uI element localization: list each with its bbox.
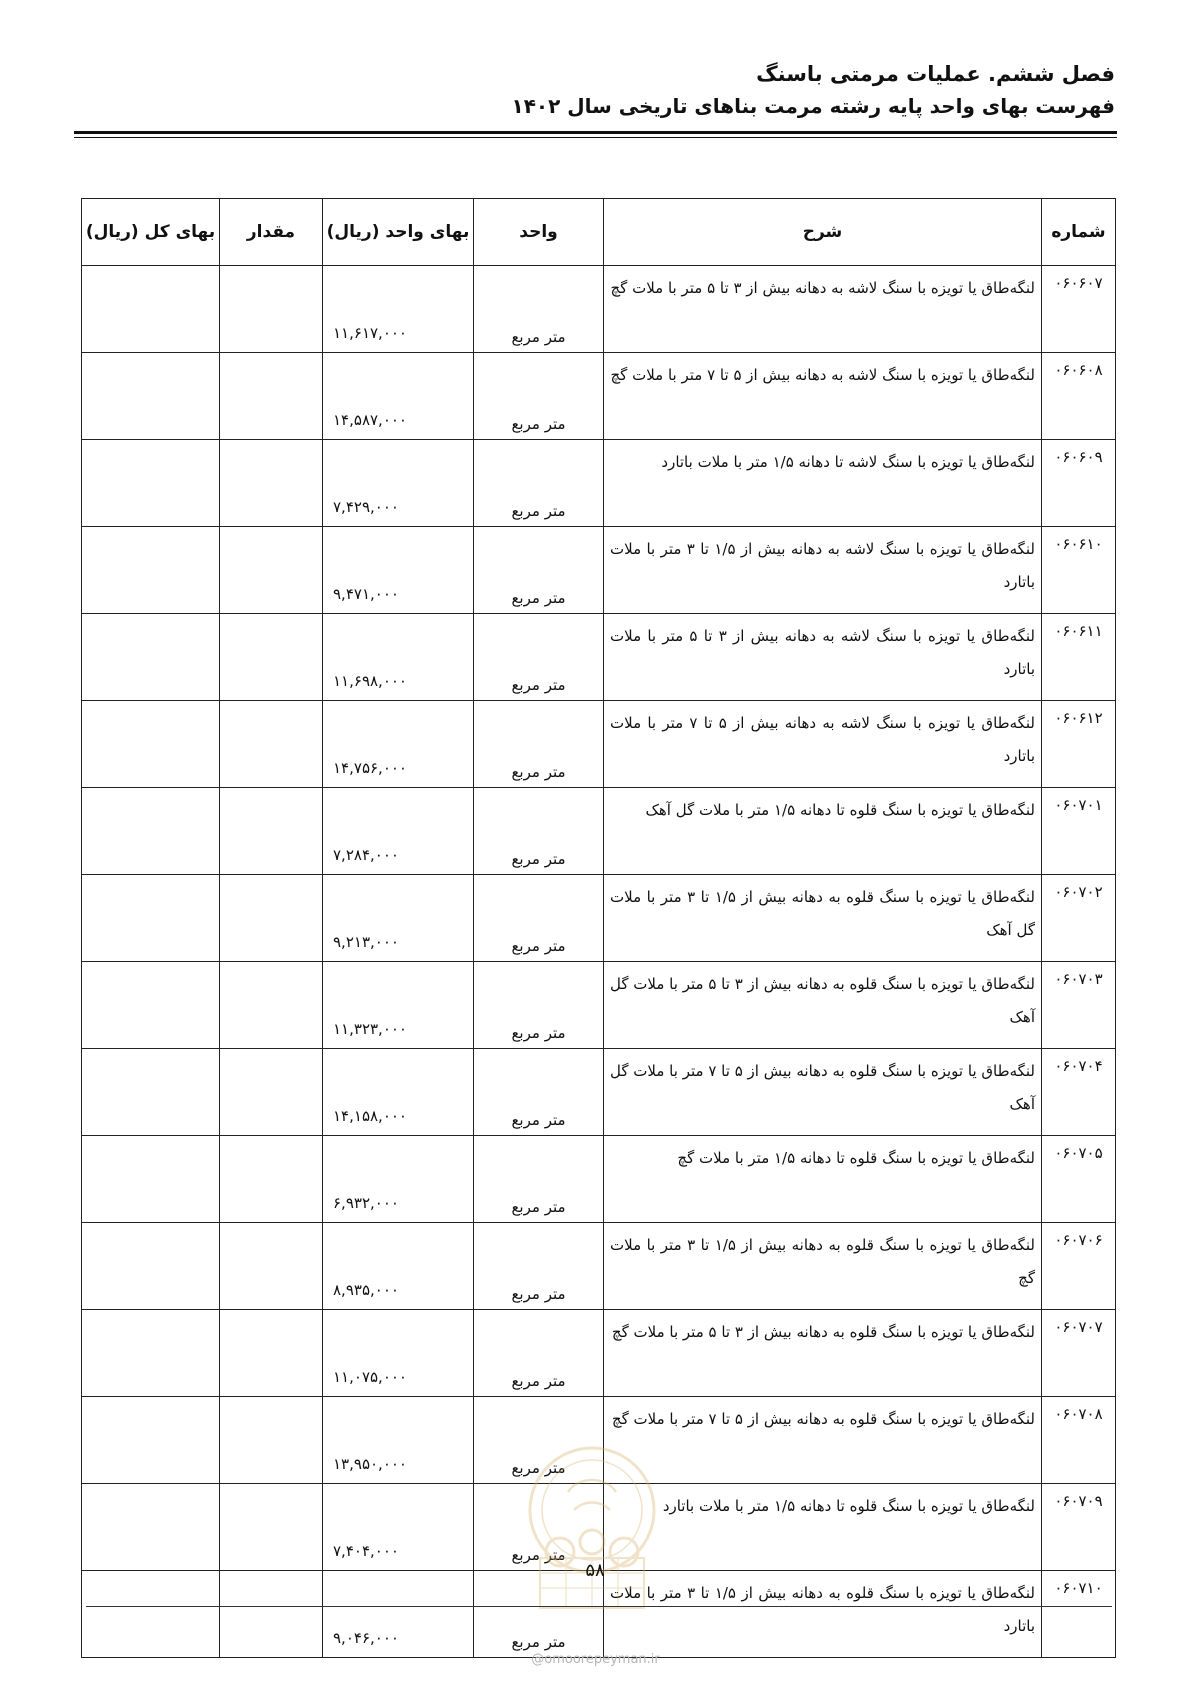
item-unit: متر مربع [474,701,604,788]
header-unit: واحد [474,199,604,266]
item-unit: متر مربع [474,353,604,440]
item-code: ۰۶۰۷۰۱ [1042,788,1116,875]
item-desc: لنگه‌طاق یا تویزه با سنگ قلوه به دهانه بیش از ۵ تا ۷ متر با ملات گل آهک [604,1049,1042,1136]
item-code: ۰۶۰۷۰۷ [1042,1310,1116,1397]
item-total [82,1136,220,1223]
item-unit: متر مربع [474,266,604,353]
item-unit-price: ۹,۲۱۳,۰۰۰ [323,875,474,962]
item-total [82,1223,220,1310]
item-total [82,701,220,788]
header-code: شماره [1042,199,1116,266]
item-code: ۰۶۰۶۰۸ [1042,353,1116,440]
item-unit: متر مربع [474,1571,604,1658]
item-code: ۰۶۰۶۱۲ [1042,701,1116,788]
item-qty [220,962,323,1049]
page-header [511,58,1115,122]
table-row [82,875,1116,962]
item-desc: لنگه‌طاق یا تویزه با سنگ لاشه به دهانه بیش از ۳ تا ۵ متر با ملات باتارد [604,614,1042,701]
item-desc: لنگه‌طاق یا تویزه با سنگ قلوه به دهانه بیش از ۱/۵ تا ۳ متر با ملات گچ [604,1223,1042,1310]
item-qty [220,701,323,788]
item-unit-price: ۱۱,۶۱۷,۰۰۰ [323,266,474,353]
item-code: ۰۶۰۷۰۹ [1042,1484,1116,1571]
item-desc: لنگه‌طاق یا تویزه با سنگ قلوه تا دهانه ۱/۵ متر با ملات باتارد [604,1484,1042,1571]
item-qty [220,353,323,440]
item-desc: لنگه‌طاق یا تویزه با سنگ قلوه به دهانه بیش از ۱/۵ تا ۳ متر با ملات باتارد [604,1571,1042,1658]
item-code: ۰۶۰۷۰۶ [1042,1223,1116,1310]
item-qty [220,1397,323,1484]
header-qty: مقدار [220,199,323,266]
item-unit-price: ۹,۴۷۱,۰۰۰ [323,527,474,614]
price-list-title: فهرست بهای واحد پایه رشته مرمت بناهای تاریخی سال ۱۴۰۲ [511,94,1115,118]
seal-watermark-icon [512,1440,672,1616]
item-qty [220,1310,323,1397]
item-desc: لنگه‌طاق یا تویزه با سنگ لاشه به دهانه بیش از ۱/۵ تا ۳ متر با ملات باتارد [604,527,1042,614]
item-qty [220,527,323,614]
table-row [82,1310,1116,1397]
item-qty [220,614,323,701]
table-row [82,788,1116,875]
item-unit-price: ۹,۰۴۶,۰۰۰ [323,1571,474,1658]
item-unit-price: ۷,۴۰۴,۰۰۰ [323,1484,474,1571]
item-total [82,875,220,962]
header-total: بهای کل (ریال) [82,199,220,266]
header-desc: شرح [604,199,1042,266]
table-header-row [82,199,1116,266]
item-desc: لنگه‌طاق یا تویزه با سنگ قلوه به دهانه بیش از ۵ تا ۷ متر با ملات گچ [604,1397,1042,1484]
item-total [82,527,220,614]
item-qty [220,875,323,962]
item-qty [220,1223,323,1310]
header-rule-thick [74,131,1117,134]
item-unit: متر مربع [474,1223,604,1310]
item-unit-price: ۱۱,۳۲۳,۰۰۰ [323,962,474,1049]
item-qty [220,788,323,875]
item-unit-price: ۱۱,۶۹۸,۰۰۰ [323,614,474,701]
item-unit-price: ۶,۹۳۲,۰۰۰ [323,1136,474,1223]
item-desc: لنگه‌طاق یا تویزه با سنگ قلوه به دهانه بیش از ۳ تا ۵ متر با ملات گچ [604,1310,1042,1397]
item-desc: لنگه‌طاق یا تویزه با سنگ لاشه تا دهانه ۱/۵ متر با ملات باتارد [604,440,1042,527]
item-qty [220,1136,323,1223]
item-unit: متر مربع [474,788,604,875]
item-desc: لنگه‌طاق یا تویزه با سنگ قلوه تا دهانه ۱/۵ متر با ملات گل آهک [604,788,1042,875]
item-code: ۰۶۰۷۰۸ [1042,1397,1116,1484]
table-row [82,614,1116,701]
item-unit: متر مربع [474,1397,604,1484]
item-total [82,1484,220,1571]
page-number: ۵۸ [585,1560,605,1581]
price-table [81,198,1116,1658]
item-unit-price: ۱۱,۰۷۵,۰۰۰ [323,1310,474,1397]
item-code: ۰۶۰۶۰۹ [1042,440,1116,527]
item-code: ۰۶۰۶۱۱ [1042,614,1116,701]
item-desc: لنگه‌طاق یا تویزه با سنگ قلوه به دهانه بیش از ۱/۵ تا ۳ متر با ملات گل آهک [604,875,1042,962]
item-total [82,1571,220,1658]
footer-watermark-text: @omoorepeyman.ir [531,1652,660,1667]
item-qty [220,440,323,527]
item-total [82,1310,220,1397]
item-total [82,440,220,527]
footer-rule [86,1606,1112,1607]
item-unit-price: ۱۴,۱۵۸,۰۰۰ [323,1049,474,1136]
item-unit: متر مربع [474,1136,604,1223]
header-rule-thin [74,137,1117,138]
item-unit-price: ۱۴,۵۸۷,۰۰۰ [323,353,474,440]
item-code: ۰۶۰۷۰۲ [1042,875,1116,962]
item-desc: لنگه‌طاق یا تویزه با سنگ لاشه به دهانه بیش از ۵ تا ۷ متر با ملات باتارد [604,701,1042,788]
item-code: ۰۶۰۷۱۰ [1042,1571,1116,1658]
table-row [82,962,1116,1049]
item-unit: متر مربع [474,614,604,701]
item-unit-price: ۷,۴۲۹,۰۰۰ [323,440,474,527]
item-total [82,962,220,1049]
item-total [82,1049,220,1136]
item-total [82,353,220,440]
table-row [82,440,1116,527]
table-row [82,527,1116,614]
table-row [82,266,1116,353]
table-row [82,701,1116,788]
table-row [82,1223,1116,1310]
item-unit: متر مربع [474,1049,604,1136]
item-unit-price: ۷,۲۸۴,۰۰۰ [323,788,474,875]
item-unit-price: ۱۴,۷۵۶,۰۰۰ [323,701,474,788]
item-unit: متر مربع [474,1484,604,1571]
table-row [82,353,1116,440]
chapter-title: فصل ششم. عملیات مرمتی باسنگ [756,62,1115,86]
item-unit: متر مربع [474,1310,604,1397]
item-unit: متر مربع [474,527,604,614]
item-total [82,266,220,353]
item-qty [220,1049,323,1136]
item-total [82,1397,220,1484]
item-desc: لنگه‌طاق یا تویزه با سنگ قلوه به دهانه بیش از ۳ تا ۵ متر با ملات گل آهک [604,962,1042,1049]
item-desc: لنگه‌طاق یا تویزه با سنگ قلوه تا دهانه ۱/۵ متر با ملات گچ [604,1136,1042,1223]
item-unit: متر مربع [474,875,604,962]
item-total [82,788,220,875]
item-code: ۰۶۰۶۰۷ [1042,266,1116,353]
item-unit-price: ۱۳,۹۵۰,۰۰۰ [323,1397,474,1484]
item-qty [220,266,323,353]
item-desc: لنگه‌طاق یا تویزه با سنگ لاشه به دهانه بیش از ۳ تا ۵ متر با ملات گچ [604,266,1042,353]
item-desc: لنگه‌طاق یا تویزه با سنگ لاشه به دهانه بیش از ۵ تا ۷ متر با ملات گچ [604,353,1042,440]
item-unit: متر مربع [474,962,604,1049]
item-qty [220,1571,323,1658]
table-row [82,1049,1116,1136]
item-qty [220,1484,323,1571]
item-unit-price: ۸,۹۳۵,۰۰۰ [323,1223,474,1310]
header-unit-price: بهای واحد (ریال) [323,199,474,266]
item-code: ۰۶۰۶۱۰ [1042,527,1116,614]
item-code: ۰۶۰۷۰۴ [1042,1049,1116,1136]
table-row [82,1136,1116,1223]
item-total [82,614,220,701]
item-code: ۰۶۰۷۰۳ [1042,962,1116,1049]
item-code: ۰۶۰۷۰۵ [1042,1136,1116,1223]
item-unit: متر مربع [474,440,604,527]
